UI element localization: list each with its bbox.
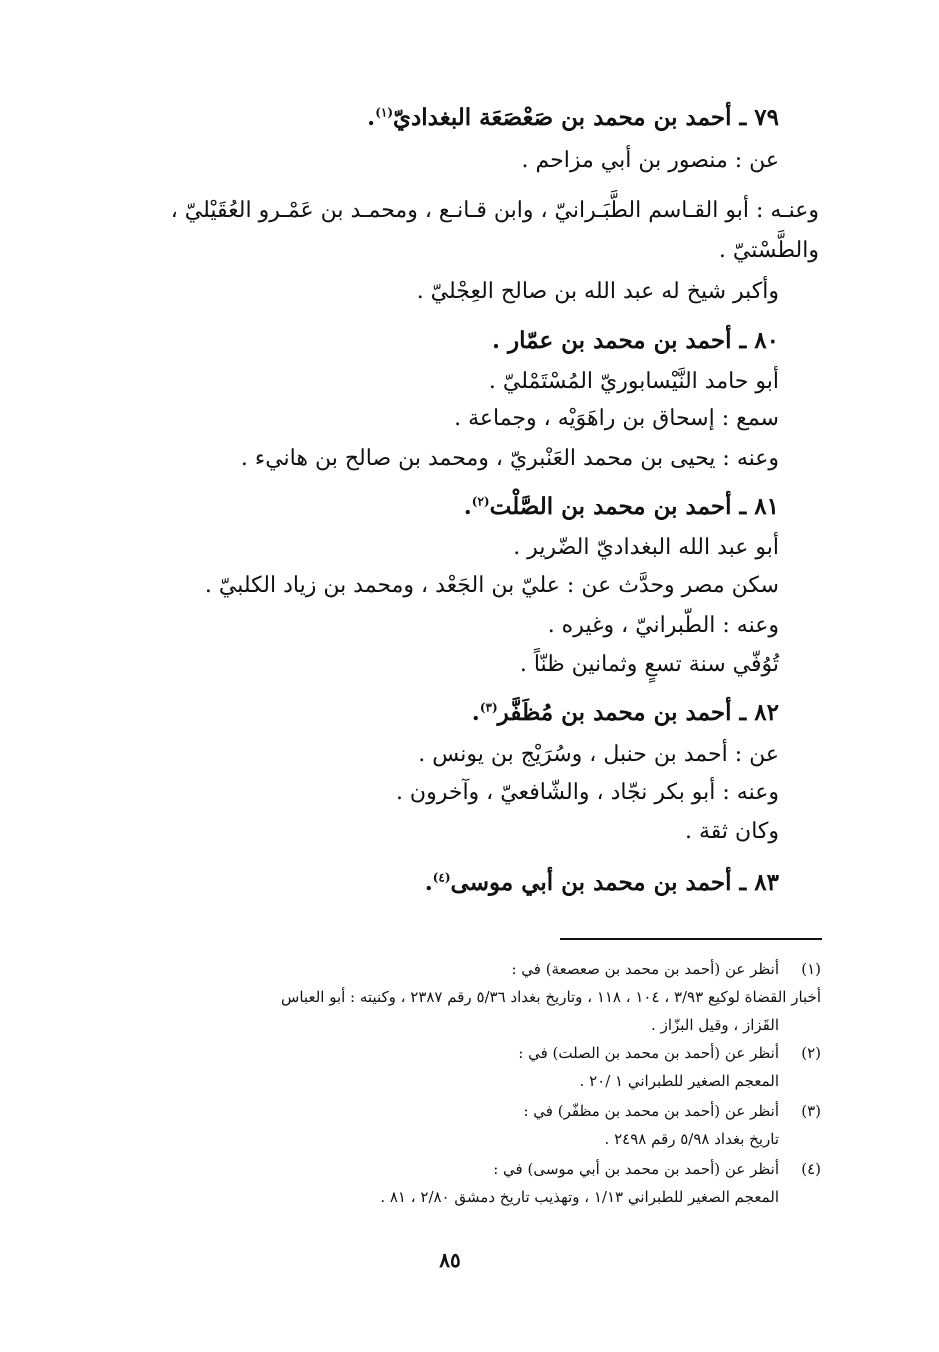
entry-heading-82: ٨٢ ـ أحمد بن محمد بن مُظَفَّر$^{(٣)}$.	[471, 699, 779, 726]
footnote-line: أنظر عن (أحمد بن محمد بن الصلت) في :	[518, 1044, 779, 1062]
entry-line: عن : منصور بن أبي مزاحم .	[521, 148, 779, 173]
footnote-line: أخبار القضاة لوكيع ٣/٩٣ ، ١٠٤ ، ١١٨ ، وتاريخ بغداد ٥/٣٦ رقم ٢٣٨٧ ، وكنيته : أبو العباس	[281, 988, 821, 1006]
footnote-number: (٣)	[801, 1102, 821, 1120]
entry-line: أبو عبد الله البغداديّ الضّرير .	[513, 535, 779, 560]
entry-line: وعنه : يحيى بن محمد العَنْبريّ ، ومحمد بن صالح بن هانيء .	[240, 446, 779, 471]
entry-line: وأكبر شيخ له عبد الله بن صالح العِجْليّ .	[416, 279, 779, 304]
footnote-separator	[560, 938, 822, 940]
entry-heading-79: ٧٩ ـ أحمد بن محمد بن صَعْصَعَة البغداديّ$^{(١)}$.	[367, 104, 779, 131]
footnote-number: (٢)	[801, 1044, 821, 1062]
footnote-line: أنظر عن (أحمد بن محمد بن أبي موسى) في :	[493, 1160, 779, 1178]
footnote-number: (٤)	[801, 1160, 821, 1178]
footnote-marker: (٤)	[432, 870, 451, 885]
entry-line: سكن مصر وحدَّث عن : عليّ بن الجَعْد ، ومحمد بن زياد الكلبيّ .	[204, 573, 779, 598]
page-number: ٨٥	[439, 1248, 461, 1272]
entry-heading-80: ٨٠ ـ أحمد بن محمد بن عمّار .	[492, 327, 779, 354]
footnote-line: أنظر عن (أحمد بن محمد بن مظفّر) في :	[523, 1102, 779, 1120]
footnote-number: (١)	[801, 960, 821, 978]
entry-line: والطَّسْتيّ .	[718, 238, 819, 263]
entry-heading-83: ٨٣ ـ أحمد بن محمد بن أبي موسى$^{(٤)}$.	[424, 869, 779, 896]
entry-line: وكان ثقة .	[685, 819, 779, 844]
footnote-line: تاريخ بغداد ٥/٩٨ رقم ٢٤٩٨ .	[604, 1130, 779, 1148]
entry-line: وعنـه : أبو القـاسم الطَّبَـرانيّ ، وابن قـانـع ، ومحمـد بن عَمْـرو العُقَيْليّ ،	[170, 198, 819, 223]
footnote-marker: (٢)	[471, 494, 490, 509]
entry-line: سمع : إسحاق بن راهَوَيْه ، وجماعة .	[454, 406, 779, 431]
footnote-line: المعجم الصغير للطبراني ١ /٢٠ .	[579, 1072, 779, 1090]
entry-line: وعنه : أبو بكر نجّاد ، والشّافعيّ ، وآخرون .	[395, 780, 779, 805]
entry-line: أبو حامد النَّيْسابوريّ المُسْتَمْليّ .	[488, 369, 779, 394]
entry-line: عن : أحمد بن حنبل ، وسُرَيْج بن يونس .	[418, 742, 779, 767]
entry-line: وعنه : الطّبرانيّ ، وغيره .	[547, 613, 779, 638]
footnote-line: القَزاز ، وقيل البزّاز .	[651, 1016, 779, 1034]
footnote-marker: (٣)	[479, 700, 498, 715]
footnote-line: المعجم الصغير للطبراني ١/١٣ ، وتهذيب تاريخ دمشق ٢/٨٠ ، ٨١ .	[380, 1188, 779, 1206]
footnote-marker: (١)	[375, 105, 394, 120]
entry-line: تُوُفّي سنة تسعٍ وثمانين ظنّاً .	[519, 652, 779, 677]
footnote-line: أنظر عن (أحمد بن محمد بن صعصعة) في :	[511, 960, 779, 978]
entry-heading-81: ٨١ ـ أحمد بن محمد بن الصَّلْت$^{(٢)}$.	[463, 493, 779, 520]
